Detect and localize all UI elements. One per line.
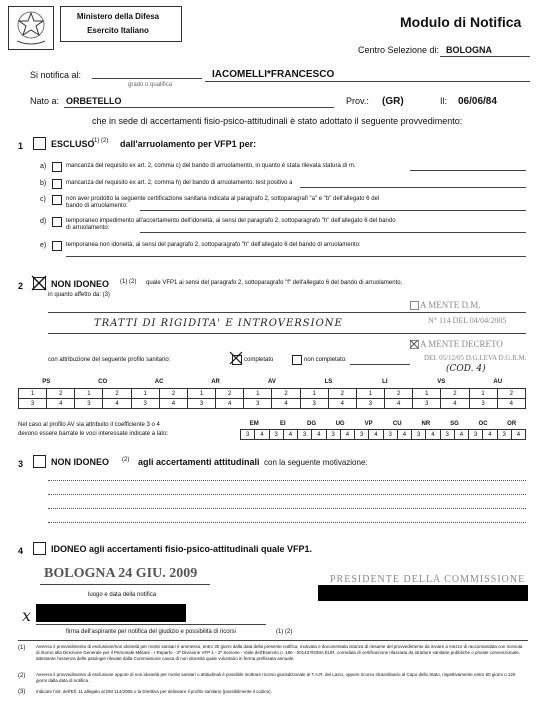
profile-header: LS — [324, 379, 333, 385]
item-b-checkbox[interactable] — [52, 179, 62, 189]
profile-header: CO — [98, 379, 108, 385]
av-cell[interactable]: 4 — [283, 430, 297, 440]
profile-cell[interactable]: 4 — [497, 399, 525, 409]
header-box — [60, 6, 182, 42]
footnote-2-num: (2) — [18, 673, 26, 679]
complete-check-icon — [229, 351, 243, 365]
profile-cell[interactable]: 4 — [159, 399, 187, 409]
stamp-dm-line1: A MENTE D.M. — [420, 300, 481, 310]
profile-header: AU — [493, 379, 503, 385]
incomplete-line — [350, 364, 410, 365]
profile-cell[interactable]: 3 — [356, 399, 384, 409]
item-b-letter: b) — [40, 180, 47, 187]
born-place: ORBETELLO — [66, 96, 122, 106]
aspirant-refs: (1) (2) — [276, 629, 293, 635]
item-c-line — [140, 210, 526, 211]
av-note-line1: Nel caso al profilo AV sia attribuito il coefficiente 3 o 4 — [18, 422, 160, 428]
profile-cell[interactable]: 1 — [469, 389, 497, 399]
profile-cell[interactable]: 2 — [441, 389, 469, 399]
av-cell[interactable]: 4 — [397, 430, 411, 440]
footnote-1-text: Avverso il provvedimento di esclusione/non idoneità per motivi sanitari è ammesso, entro 30 giorni dalla data della presente notifica, motivata e documentata istanza di riesame del provvedimento da inviare a mezzo di raccomandata con ricevuta di ritorno alla Direzione Generale per il Personale Militare - I Reparto - 3ª Divisione VFP 1 - 2ª Sezione - Viale dell'Esercito n. 186 - 00143 ROMA EUR, corredata di certificazione rilasciata da strutture sanitarie pubbliche o private convenzionate, attestante l'assenza delle patologie rilevate dalla Commissione causa di non idoneità quale volontario in ferma prefissata annuale. — [36, 644, 523, 661]
profile-cell[interactable]: 4 — [441, 399, 469, 409]
place-date-label: luogo e data della notifica — [88, 592, 157, 598]
av-cell[interactable]: 4 — [369, 430, 383, 440]
president-stamp: PRESIDENTE DELLA COMMISSIONE — [330, 574, 526, 585]
birth-date: 06/06/84 — [458, 96, 497, 107]
footnote-3-num: (3) — [18, 689, 26, 695]
av-note-line2: devono essere barrate le voci interessate indicate a lato: — [18, 431, 169, 437]
motivation-line-3 — [48, 508, 526, 509]
aspirant-line — [36, 624, 266, 625]
profile-label: con attribuzione del seguente profilo sanitario: — [48, 357, 171, 363]
section4-title: IDONEO agli accertamenti fisio-psico-attitudinali quale VFP1. — [51, 544, 313, 554]
av-header: NR — [421, 421, 431, 427]
profile-cell[interactable]: 1 — [131, 389, 159, 399]
section3-rest: con la seguente motivazione: — [264, 458, 368, 467]
av-table — [240, 420, 526, 440]
av-cell[interactable]: 3 — [412, 430, 426, 440]
section4-checkbox[interactable] — [33, 542, 46, 555]
section1-refs: (1) (2) — [92, 138, 109, 144]
stamp-decreto-check-icon — [409, 339, 419, 349]
section3-number: 3 — [18, 459, 24, 469]
av-cell[interactable]: 3 — [241, 430, 255, 440]
profile-cell[interactable]: 1 — [244, 389, 272, 399]
born-line — [64, 107, 334, 108]
profile-cell[interactable]: 4 — [385, 399, 413, 409]
item-c-letter: c) — [40, 196, 46, 203]
grade-line — [92, 78, 202, 79]
aspirant-signature-redaction — [36, 604, 186, 622]
item-b-text: mancanza del requisito ex art. 2, comma h) del bando di arruolamento: test positivo a — [66, 180, 293, 186]
president-signature-redaction — [318, 585, 528, 601]
section1-rest: dall'arruolamento per VFP1 per: — [120, 139, 257, 149]
profile-cell[interactable]: 2 — [272, 389, 300, 399]
av-cell[interactable]: 3 — [326, 430, 340, 440]
profile-cell[interactable]: 1 — [300, 389, 328, 399]
aspirant-label: firma dell'aspirante per notifica del giudizio e possibilità di ricorsi — [66, 629, 236, 635]
person-name: IACOMELLI*FRANCESCO — [212, 69, 335, 80]
affected-line-2 — [48, 333, 526, 334]
item-c-text: non aver prodotto la seguente certificazione sanitaria indicata al paragrafo 2, sottoparagrafi "a" e "b" dell'allegato 6 del bando di arruolamento: — [66, 196, 380, 209]
form-title: Modulo di Notifica — [400, 14, 522, 30]
profile-header: AC — [154, 379, 164, 385]
place-date-line — [40, 584, 210, 585]
aspirant-signature-x: x — [22, 606, 32, 625]
il-label: Il: — [440, 96, 448, 106]
notify-label: Si notifica al: — [30, 70, 82, 80]
item-c-checkbox[interactable] — [52, 195, 62, 205]
complete-label: completato — [244, 357, 274, 363]
intro-text: che in sede di accertamenti fisio-psico-attitudinali è stato adottato il seguente provvedimento: — [92, 116, 463, 126]
footnote-2-text: Avverso il provvedimento di esclusione oppure di non idoneità per motivi sanitari o attitudinali è possibile inoltrare ricorso giurisdizionale al T.A.R. del Lazio, oppure ricorso straordinario al Capo dello Stato, rispettivamente entro 60 giorni o 120 giorni dalla data di notifica. — [36, 672, 516, 683]
ministry-label: Ministero della Difesa — [76, 12, 160, 21]
item-d-letter: d) — [40, 218, 47, 225]
av-cell[interactable]: 3 — [355, 430, 369, 440]
profile-header: AV — [268, 379, 276, 385]
profile-cell[interactable]: 3 — [469, 399, 497, 409]
av-cell[interactable]: 3 — [298, 430, 312, 440]
section3-title: NON IDONEO — [51, 457, 110, 467]
item-e-checkbox[interactable] — [52, 241, 62, 251]
stamp-dm-checkbox[interactable] — [410, 301, 419, 310]
incomplete-label: non completato: — [304, 357, 347, 363]
section2-refs: (1) (2) — [120, 279, 137, 285]
place-date-stamp: BOLOGNA 24 GIU. 2009 — [44, 566, 198, 581]
item-e-line — [66, 256, 526, 257]
av-cell[interactable]: 4 — [511, 430, 525, 440]
section1-title: ESCLUSO — [51, 139, 95, 149]
profile-cell[interactable]: 2 — [47, 389, 75, 399]
profile-table — [18, 378, 526, 409]
footnote-divider — [18, 640, 528, 641]
motivation-line-2 — [48, 494, 526, 495]
profile-cell[interactable]: 2 — [328, 389, 356, 399]
profile-header: PS — [42, 379, 51, 385]
emblem — [8, 6, 54, 50]
profile-cell[interactable]: 4 — [103, 399, 131, 409]
section2-check-mark-icon — [31, 275, 47, 291]
profile-cell[interactable]: 4 — [272, 399, 300, 409]
item-a-line — [410, 170, 526, 171]
affected-line-1 — [48, 312, 526, 313]
av-cell[interactable]: 4 — [340, 430, 354, 440]
motivation-line-4 — [48, 522, 526, 523]
stamp-decreto-line2: DEL 05/12/05 D.G.LEVA D.G.R.M. — [424, 354, 527, 362]
born-label: Nato a: — [30, 96, 60, 106]
section3-rest-bold: agli accertamenti attitudinali — [138, 457, 260, 467]
grade-note: grado o qualifica — [128, 82, 173, 88]
profile-cell[interactable]: 2 — [159, 389, 187, 399]
av-cell[interactable]: 3 — [469, 430, 483, 440]
av-header: UG — [335, 421, 345, 427]
av-cell[interactable]: 4 — [426, 430, 440, 440]
centro-label: Centro Selezione di: — [358, 45, 440, 55]
stamp-decreto-line1: A MENTE DECRETO — [420, 339, 503, 349]
profile-cell[interactable]: 3 — [131, 399, 159, 409]
profile-cell[interactable]: 2 — [385, 389, 413, 399]
av-cell[interactable]: 4 — [483, 430, 497, 440]
av-header: SG — [450, 421, 459, 427]
section4-number: 4 — [18, 546, 24, 556]
centro-value: BOLOGNA — [446, 45, 492, 55]
profile-cell[interactable]: 1 — [356, 389, 384, 399]
av-header: OR — [507, 421, 517, 427]
section2-title: NON IDONEO — [51, 279, 110, 289]
section2-affected-label: in quanto affetto da: (3) — [48, 292, 110, 298]
item-a-text: mancanza del requisito ex art. 2, comma c) del bando di arruolamento, in quanto è stata rilevata statura di m. — [66, 163, 356, 169]
av-cell[interactable]: 3 — [269, 430, 283, 440]
av-cell[interactable]: 3 — [383, 430, 397, 440]
av-cell[interactable]: 4 — [255, 430, 269, 440]
profile-cell[interactable]: 2 — [497, 389, 525, 399]
profile-cell[interactable]: 3 — [187, 399, 215, 409]
item-d-text: temporaneo impedimento all'accertamento dell'idoneità, ai sensi del paragrafo 2, sottoparagrafo "h" dell'allegato 6 del bando di arruolamento: — [66, 218, 396, 231]
av-cell[interactable]: 4 — [454, 430, 468, 440]
av-header: OC — [478, 421, 488, 427]
av-header: EI — [280, 421, 286, 427]
item-e-text: temporanea non idoneità, ai sensi del paragrafo 2, sottoparagrafo "h" dell'allegato 6 del bando di arruolamento: — [66, 242, 361, 248]
motivation-line-1 — [48, 480, 526, 481]
footnote-3-text: Indicare l'art. dell'Ell. 11 allegato al DM 114/2005 o la Direttiva per delineare il profilo sanitario (possibilmente il codice). — [36, 689, 272, 694]
profile-cell[interactable]: 2 — [216, 389, 244, 399]
item-b-line — [300, 187, 526, 188]
profile-cell[interactable]: 3 — [19, 399, 47, 409]
section2-rest: quale VFP1 ai sensi del paragrafo 2, sottoparagrafo "f" dell'allegato 6 del bando di arruolamento, — [146, 280, 403, 286]
section3-refs: (2) — [122, 457, 130, 463]
profile-cell[interactable]: 1 — [187, 389, 215, 399]
av-header: DG — [306, 421, 316, 427]
prov-label: Prov.: — [346, 96, 369, 106]
profile-cell[interactable]: 1 — [413, 389, 441, 399]
profile-cell[interactable]: 3 — [300, 399, 328, 409]
section1-checkbox[interactable] — [33, 137, 46, 150]
av-cell[interactable]: 4 — [312, 430, 326, 440]
prov-value: (GR) — [382, 96, 404, 107]
av-header: VP — [364, 421, 373, 427]
av-header: CU — [392, 421, 402, 427]
stamp-dm-line2: N° 114 DEL 04/04/2005 — [428, 316, 507, 325]
cod-handwriting: (COD. 4) — [446, 364, 486, 374]
footnote-1-num: (1) — [18, 645, 26, 651]
section3-checkbox[interactable] — [33, 455, 46, 468]
profile-cell[interactable]: 4 — [47, 399, 75, 409]
av-header: EM — [249, 421, 259, 427]
affected-handwriting: TRATTI DI RIGIDITA' E INTROVERSIONE — [94, 318, 343, 329]
item-d-checkbox[interactable] — [52, 217, 62, 227]
profile-cell[interactable]: 3 — [413, 399, 441, 409]
profile-header: LI — [382, 379, 388, 385]
profile-cell[interactable]: 3 — [75, 399, 103, 409]
army-label: Esercito Italiano — [87, 26, 149, 35]
av-cell[interactable]: 3 — [497, 430, 511, 440]
profile-header: AR — [211, 379, 220, 385]
centro-underline — [440, 56, 530, 57]
section1-number: 1 — [18, 141, 24, 151]
av-cell[interactable]: 3 — [440, 430, 454, 440]
item-a-checkbox[interactable] — [52, 162, 62, 172]
incomplete-checkbox[interactable] — [292, 355, 302, 365]
profile-cell[interactable]: 2 — [103, 389, 131, 399]
section2-number: 2 — [18, 281, 24, 291]
profile-cell[interactable]: 4 — [216, 399, 244, 409]
profile-cell[interactable]: 1 — [19, 389, 47, 399]
republic-emblem-icon — [9, 7, 53, 49]
item-e-letter: e) — [40, 242, 47, 249]
profile-cell[interactable]: 1 — [75, 389, 103, 399]
profile-header: VS — [437, 379, 446, 385]
item-d-line — [140, 232, 526, 233]
profile-cell[interactable]: 3 — [244, 399, 272, 409]
profile-cell[interactable]: 4 — [328, 399, 356, 409]
item-a-letter: a) — [40, 163, 47, 170]
name-line — [205, 81, 530, 82]
